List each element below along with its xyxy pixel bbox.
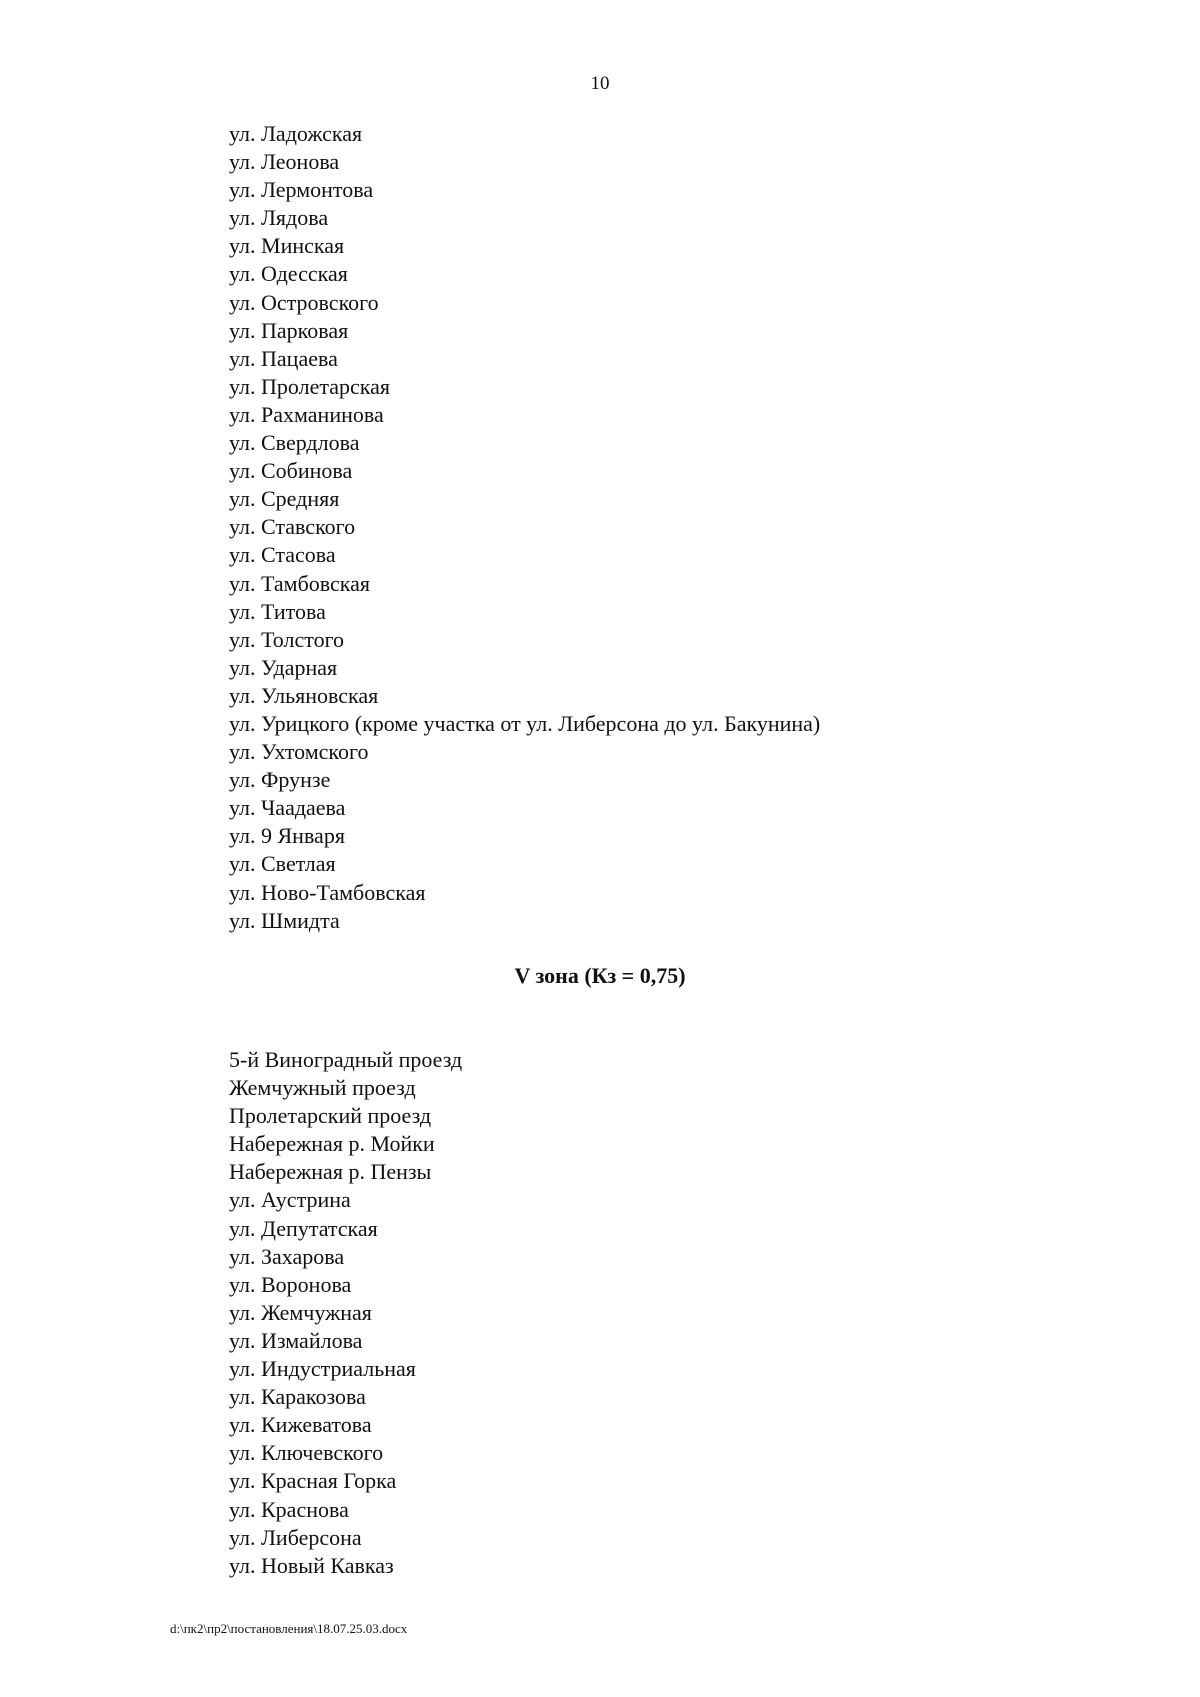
street-item: ул. Леонова	[229, 149, 340, 175]
street-item: ул. Толстого	[229, 626, 345, 652]
street-item: ул. Ударная	[229, 654, 338, 680]
footer-file-path: d:\пк2\пр2\постановления\18.07.25.03.docx	[170, 1621, 408, 1636]
street-item: ул. Собинова	[229, 458, 353, 484]
street-item: ул. Лермонтова	[229, 177, 374, 203]
page-number: 10	[590, 73, 610, 94]
street-list-continued	[229, 120, 820, 935]
street-item: ул. Ставского	[229, 514, 356, 540]
street-item: Набережная р. Мойки	[229, 1131, 435, 1157]
zone-v-heading: V зона (Кз = 0,75)	[514, 963, 686, 988]
street-item: ул. Кижеватова	[229, 1412, 372, 1438]
street-item: ул. Жемчужная	[229, 1299, 372, 1325]
street-item: ул. Лядова	[229, 205, 329, 231]
street-item: ул. Фрунзе	[229, 767, 331, 793]
street-item: ул. Новый Кавказ	[229, 1552, 394, 1578]
street-item: ул. Захарова	[229, 1243, 345, 1269]
street-item: ул. Урицкого (кроме участка от ул. Либерсона до ул. Бакунина)	[229, 710, 821, 736]
street-item: ул. Индустриальная	[229, 1356, 416, 1382]
street-item: ул. Аустрина	[229, 1187, 351, 1213]
street-item: Набережная р. Пензы	[229, 1159, 432, 1185]
street-item: ул. Минская	[229, 233, 345, 259]
street-item: ул. 9 Января	[229, 823, 345, 849]
street-item: ул. Пролетарская	[229, 373, 391, 399]
street-item: ул. Либерсона	[229, 1524, 362, 1550]
street-item: ул. Стасова	[229, 542, 336, 568]
street-item: ул. Титова	[229, 598, 326, 624]
street-item: ул. Светлая	[229, 851, 336, 877]
street-list-zone-v	[229, 1046, 462, 1580]
street-item: ул. Ново-Тамбовская	[229, 879, 426, 905]
street-item: ул. Каракозова	[229, 1384, 366, 1410]
street-item: ул. Депутатская	[229, 1215, 378, 1241]
street-item: Пролетарский проезд	[229, 1103, 432, 1129]
street-item: ул. Тамбовская	[229, 570, 371, 596]
street-item: ул. Воронова	[229, 1271, 352, 1297]
street-item: ул. Шмидта	[229, 907, 340, 933]
street-item: ул. Рахманинова	[229, 401, 384, 427]
street-item: Жемчужный проезд	[229, 1075, 416, 1101]
street-item: ул. Ладожская	[229, 121, 363, 146]
street-item: ул. Пацаева	[229, 345, 338, 371]
street-item: ул. Ухтомского	[229, 739, 369, 765]
street-item: ул. Красная Горка	[229, 1468, 397, 1494]
street-item: ул. Свердлова	[229, 430, 360, 456]
street-item: ул. Измайлова	[229, 1327, 363, 1353]
street-item: ул. Ульяновская	[229, 682, 379, 708]
street-item: ул. Одесская	[229, 261, 348, 287]
street-item: ул. Островского	[229, 289, 379, 315]
street-item: ул. Чаадаева	[229, 795, 346, 821]
street-item: ул. Ключевского	[229, 1440, 384, 1466]
street-item: ул. Краснова	[229, 1496, 349, 1522]
street-item: 5-й Виноградный проезд	[229, 1047, 463, 1072]
street-item: ул. Парковая	[229, 317, 349, 343]
street-item: ул. Средняя	[229, 486, 340, 512]
